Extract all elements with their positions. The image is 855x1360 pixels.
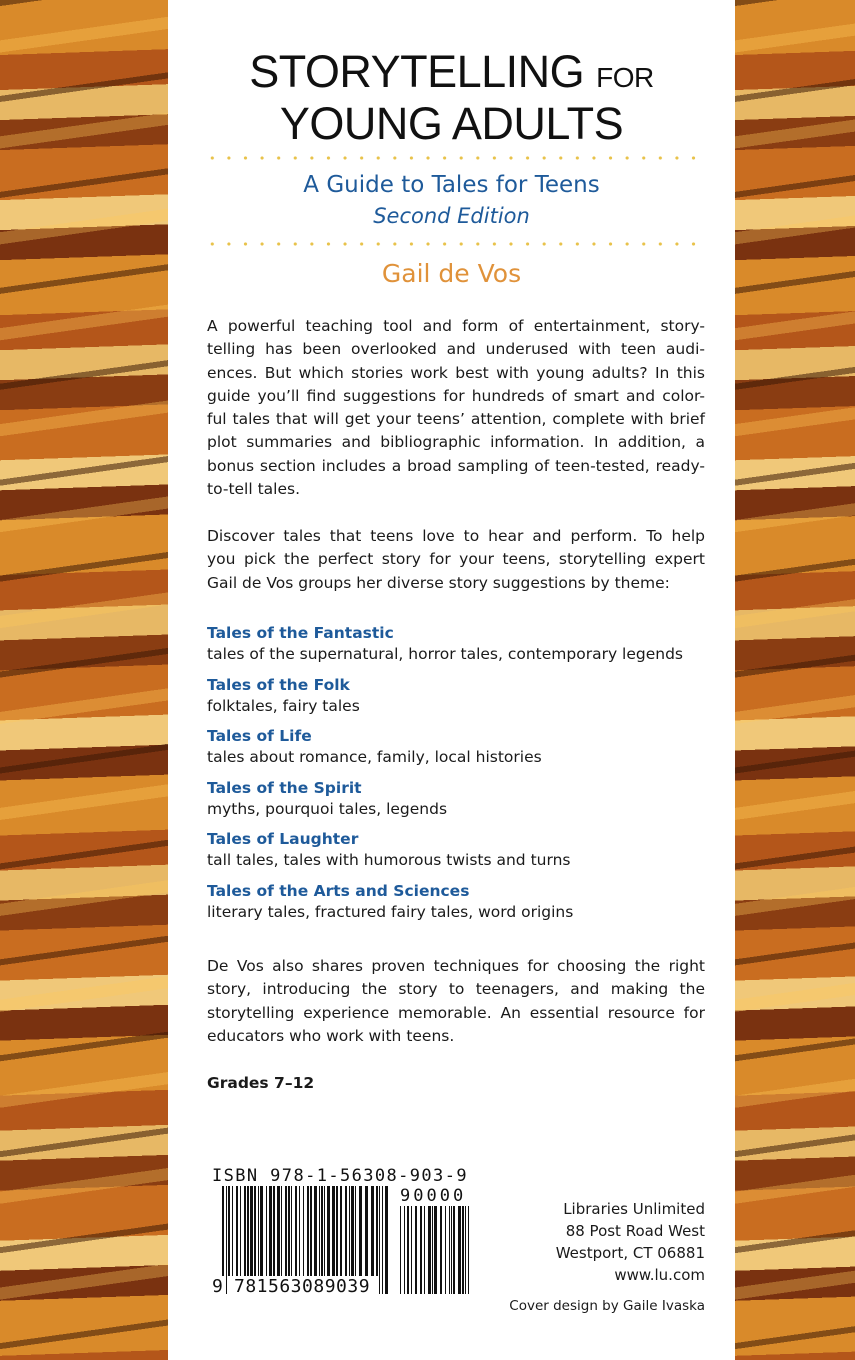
paragraph-line: De Vos also shares proven techniques for choosing the right [207, 957, 705, 975]
barcode-bar [295, 1186, 297, 1276]
barcode-bar [359, 1186, 362, 1276]
publisher-website[interactable]: www.lu.com [614, 1266, 705, 1284]
publisher-street: 88 Post Road West [565, 1222, 705, 1240]
barcode-bar [424, 1206, 425, 1294]
edition: Second Edition [373, 204, 530, 228]
paragraph-line: educators who work with teens. [207, 1026, 455, 1045]
theme-heading: Tales of Laughter [207, 830, 359, 848]
barcode-bar [349, 1186, 350, 1276]
title-small-word: FOR [596, 62, 654, 93]
theme-description: myths, pourquoi tales, legends [207, 799, 448, 818]
barcode-bar [321, 1186, 323, 1276]
paragraph-line: to-tell tales. [207, 480, 301, 499]
barcode-bar [371, 1186, 374, 1276]
theme-item [207, 778, 707, 820]
barcode-bar [314, 1186, 317, 1276]
barcode-bar [266, 1186, 267, 1276]
theme-heading: Tales of the Arts and Sciences [207, 881, 470, 900]
theme-item [207, 881, 707, 923]
grade-level: Grades 7–12 [207, 1074, 315, 1092]
books-photo-right [735, 0, 855, 1360]
barcode-bar [277, 1186, 280, 1276]
paragraph-line: story, introducing the story to teenagers, and making the [207, 980, 705, 999]
theme-item [207, 623, 707, 665]
barcode-bar [449, 1206, 450, 1294]
barcode-bar [299, 1186, 300, 1276]
theme-heading: Tales of the Fantastic [207, 624, 394, 642]
barcode-bar [273, 1186, 275, 1276]
title-word: STORYTELLING [249, 46, 585, 97]
barcode-bar [385, 1186, 388, 1294]
barcode-bar [355, 1186, 356, 1276]
theme-description: folktales, fairy tales [207, 696, 360, 715]
subtitle: A Guide to Tales for Teens [303, 172, 600, 198]
back-cover-panel [168, 0, 735, 1360]
barcode-bar [232, 1186, 233, 1276]
barcode-first-digit: 9 [212, 1276, 223, 1297]
dotted-divider [204, 242, 704, 246]
barcode-bar [451, 1206, 452, 1294]
barcode-bar [228, 1186, 230, 1276]
paragraph-line: you pick the perfect story for your teens, storytelling expert [207, 550, 705, 569]
barcode-bar [269, 1186, 272, 1276]
paragraph-line: ful tales that will get your teens’ attention, complete with brief [207, 410, 705, 429]
theme-item [207, 675, 707, 717]
theme-description: tales of the supernatural, horror tales, contemporary legends [207, 645, 684, 663]
barcode-bar [351, 1186, 354, 1276]
barcode-bar [468, 1206, 469, 1294]
barcode-bar [288, 1186, 290, 1276]
barcode-bar [226, 1186, 227, 1294]
barcode-bar [244, 1186, 246, 1276]
barcode-bar [407, 1206, 409, 1294]
barcode-bar [260, 1186, 263, 1276]
theme-heading: Tales of Life [207, 727, 312, 745]
paragraph-line: Discover tales that teens love to hear and perform. To help [207, 527, 705, 545]
barcode-bar [434, 1206, 437, 1294]
barcode-bar [420, 1206, 422, 1294]
description-paragraph [207, 315, 705, 501]
paragraph-line: guide you’ll find suggestions for hundreds of smart and color- [207, 386, 705, 405]
barcode-bar [415, 1206, 417, 1294]
barcode-bar [340, 1186, 342, 1276]
paragraph-line: ences. But which stories work best with young adults? In this [207, 363, 705, 382]
barcode-bar [319, 1186, 320, 1276]
barcode-bar [440, 1206, 442, 1294]
book-title-line2: YOUNG ADULTS [279, 98, 624, 149]
publisher-info [556, 1198, 705, 1286]
theme-description: literary tales, fractured fairy tales, word origins [207, 902, 574, 921]
barcode-bar [432, 1206, 433, 1294]
barcode-bar [400, 1206, 401, 1294]
paragraph-line: plot summaries and bibliographic information. In addition, a [207, 433, 705, 452]
books-photo-left [0, 0, 168, 1360]
paragraph-line: Gail de Vos groups her diverse story suggestions by theme: [207, 573, 670, 592]
barcode-bar [336, 1186, 338, 1276]
paragraph-line: A powerful teaching tool and form of entertainment, story- [207, 317, 705, 335]
theme-item [207, 829, 707, 871]
barcode-bar [382, 1186, 383, 1294]
paragraph-line: bonus section includes a broad sampling of teen-tested, ready- [207, 456, 705, 475]
theme-description: tall tales, tales with humorous twists and turns [207, 851, 571, 869]
barcode-bar [247, 1186, 249, 1276]
book-title-line1 [168, 46, 735, 104]
paragraph-line: storytelling experience memorable. An essential resource for [207, 1003, 705, 1022]
barcode-bar [332, 1186, 335, 1276]
publisher-city: Westport, CT 06881 [555, 1244, 705, 1262]
barcode-bar [281, 1186, 282, 1276]
theme-item [207, 726, 707, 768]
barcode-bar [365, 1186, 368, 1276]
barcode-bar [462, 1206, 464, 1294]
barcode-bar [411, 1206, 412, 1294]
theme-description: tales about romance, family, local histories [207, 748, 542, 766]
barcode-bar [404, 1206, 405, 1294]
barcode-bar [458, 1206, 461, 1294]
barcode-bar [345, 1186, 347, 1276]
dotted-divider [204, 156, 704, 160]
paragraph-line: telling has been overlooked and underused with teen audi- [207, 340, 705, 359]
barcode-bar [258, 1186, 259, 1276]
barcode-bar [240, 1186, 241, 1276]
author: Gail de Vos [381, 259, 522, 288]
publisher-name: Libraries Unlimited [563, 1200, 705, 1218]
barcode-bar [254, 1186, 256, 1276]
barcode-bar [445, 1206, 446, 1294]
theme-heading: Tales of the Spirit [207, 778, 362, 797]
barcode-bar [453, 1206, 455, 1294]
barcode-bar [327, 1186, 330, 1276]
isbn-text: ISBN 978-1-56308-903-9 [212, 1166, 468, 1186]
price-code: 90000 [400, 1186, 467, 1206]
themes-intro-paragraph [207, 525, 705, 595]
cover-credit: Cover design by Gaile Ivaska [509, 1298, 705, 1314]
barcode-bar [310, 1186, 312, 1276]
barcode-bar [376, 1186, 378, 1276]
closing-paragraph [207, 955, 705, 1048]
barcode-bar [303, 1186, 304, 1276]
barcode-bar [428, 1206, 431, 1294]
theme-heading: Tales of the Folk [207, 675, 350, 694]
barcode-bar [236, 1186, 238, 1276]
barcode-bar [307, 1186, 309, 1276]
barcode-bar [250, 1186, 253, 1276]
barcode-bar [285, 1186, 287, 1276]
barcode-bar [465, 1206, 466, 1294]
barcode-digits: 781563089039 [234, 1276, 371, 1297]
barcode-bar [291, 1186, 292, 1276]
barcode-bar [379, 1186, 380, 1294]
barcode-bar [324, 1186, 325, 1276]
